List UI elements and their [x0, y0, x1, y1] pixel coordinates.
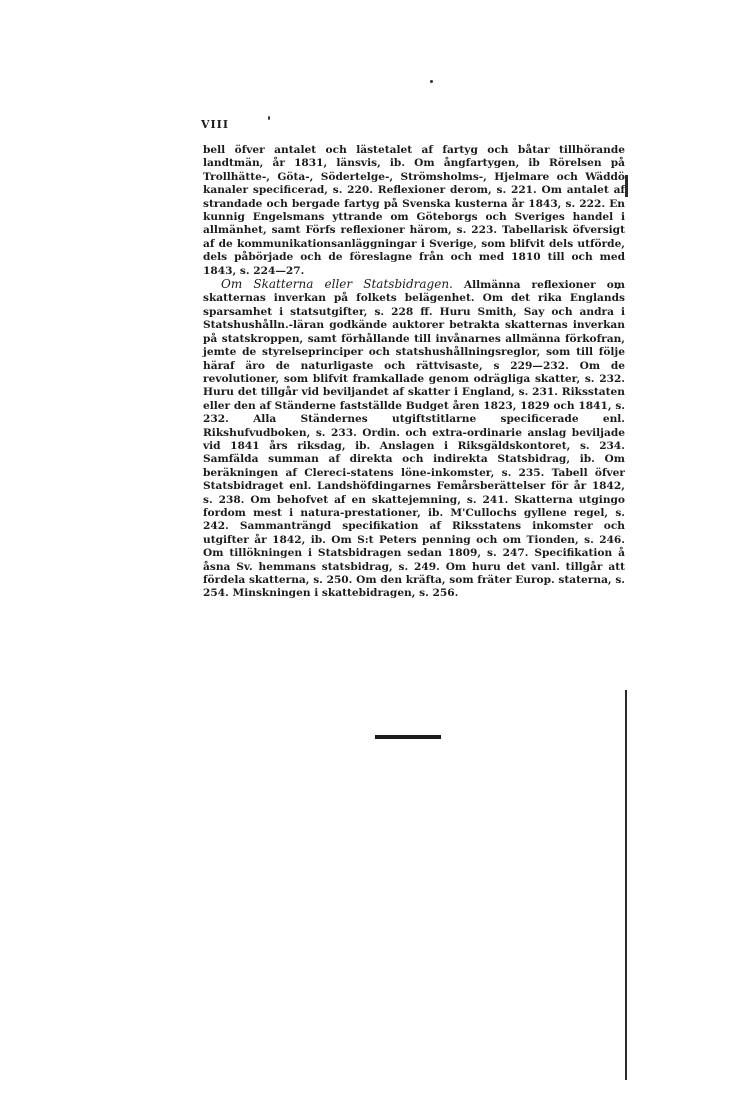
- page-edge-mark: [625, 175, 628, 197]
- paragraph-text: Allmänna reflexioner om skatternas inverkan på folkets belägenhet. Om det rika Englands sparsamhet i statsutgifter, s. 228 ff. Huru Smith, Say och andra i Statshushålln.-läran godkände auktorer betrakta skatternas inverkan på statskroppen, samt förhållande till invånarnes allmänna förkofran, jemte de styrelseprinciper och statshushållningsreglor, som till följe häraf äro de naturligaste och rättvisaste, s 229—232. Om de revolutioner, som blifvit framkallade genom odrägliga skatter, s. 232. Huru det tillgår vid beviljandet af skatter i England, s. 231. Riksstaten eller den af Ständerne fastställde Budget åren 1823, 1829 och 1841, s. 232. Alla Ständernes utgiftstitlarne specificerade enl. Rikshufvudboken, s. 233. Ordin. och extra-ordinarie anslag beviljade vid 1841 års riksdag, ib. Anslagen i Riksgäldskontoret, s. 234. Samfälda summan af direkta och indirekta Statsbidrag, ib. Om beräkningen af Clereci-statens löne-inkomster, s. 235. Tabell öfver Statsbidraget enl. Landshöfdingarnes Femårsberättelser för år 1842, s. 238. Om behofvet af en skattejemning, s. 241. Skatterna utgingo fordom mest i natura-prestationer, ib. M'Cullochs gyllene regel, s. 242. Sammanträngd specifikation af Riksstatens inkomster och utgifter år 1842, ib. Om S:t Peters penning och om Tionden, s. 246. Om tillökningen i Statsbidragen sedan 1809, s. 247. Specifikation å åsna Sv. hemmans statsbidrag, s. 249. Om huru det vanl. tillgår att fördela skatterna, s. 250. Om den kräfta, som fräter Europ. staterna, s. 254. Minskningen i skattebidragen, s. 256.: [203, 279, 625, 600]
- page-number: VIII: [201, 118, 229, 131]
- page-edge-mark: [625, 690, 627, 1080]
- section-end-rule: [375, 735, 441, 739]
- section-heading: Om Skatterna eller Statsbidragen.: [221, 277, 453, 292]
- print-speck: [268, 116, 270, 120]
- print-speck: [430, 80, 433, 83]
- paragraph-skatterna: [203, 278, 625, 601]
- paragraph-continued: bell öfver antalet och lästetalet af fartyg och båtar tillhörande landtmän, år 1831, länsvis, ib. Om ångfartygen, ib Rörelsen på Trollhätte-, Göta-, Södertelge-, Strömsholms-, Hjelmare och Wäddö kanaler specificerad, s. 220. Reflexioner derom, s. 221. Om antalet af strandade och bergade fartyg på Svenska kusterna år 1843, s. 222. En kunnig Engelsmans yttrande om Göteborgs och Sveriges handel i allmänhet, samt Förfs reflexioner härom, s. 223. Tabellarisk öfversigt af de kommunikationsanläggningar i Sverige, som blifvit dels utförde, dels påbörjade och de föreslagne från och med 1810 till och med 1843, s. 224—27.: [203, 144, 625, 277]
- body-text: [203, 144, 625, 601]
